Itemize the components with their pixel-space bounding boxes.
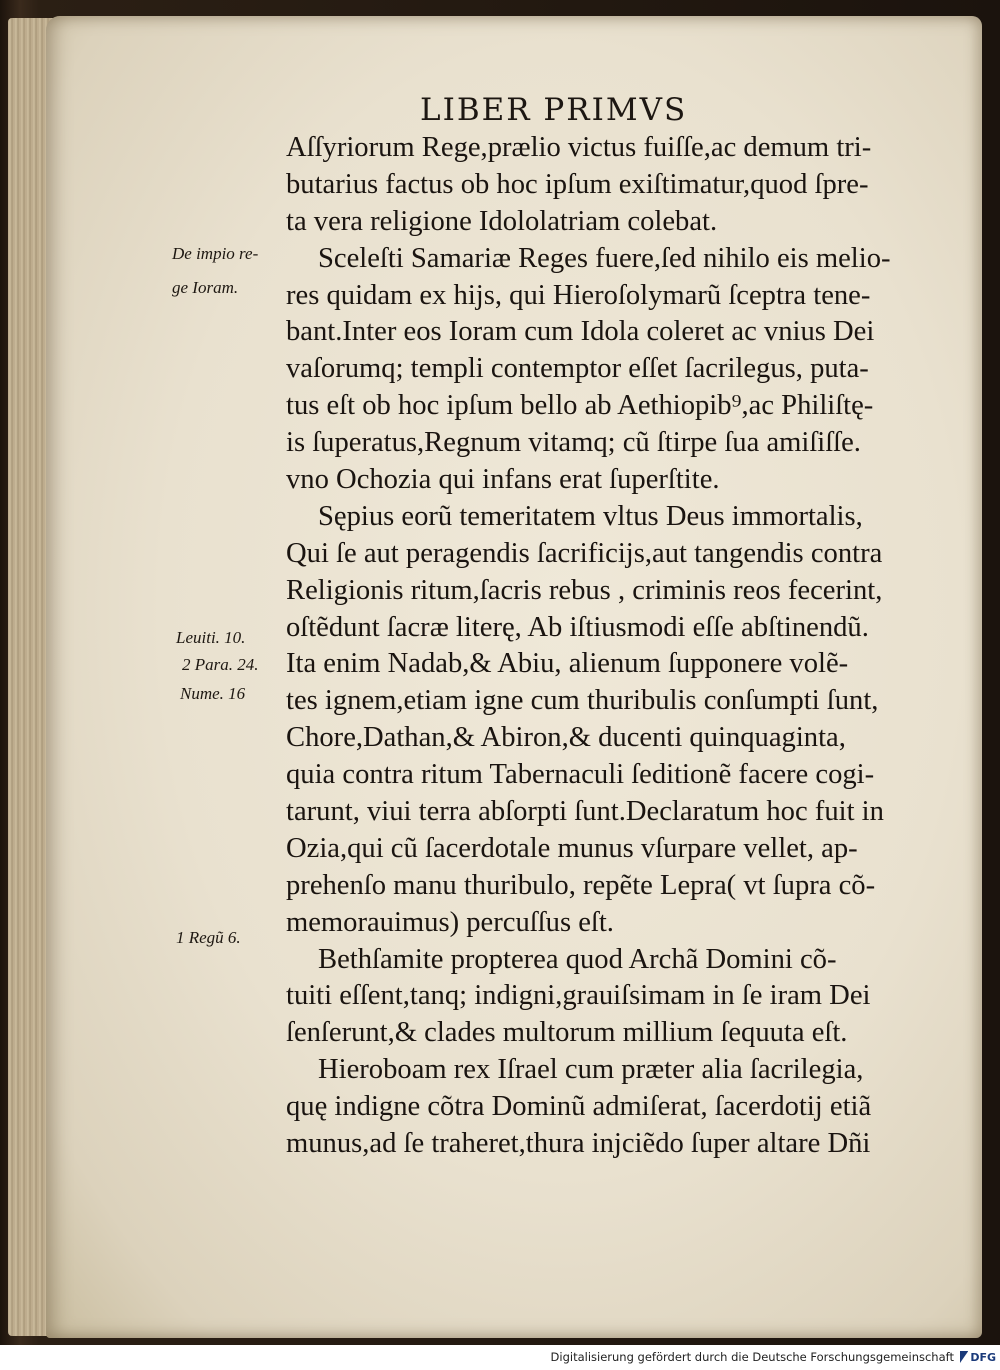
text-line: Hieroboam rex Iſrael cum præter alia ſacrilegia,: [318, 1054, 864, 1086]
text-line: Sceleſti Samariæ Reges fuere,ſed nihilo eis melio-: [318, 242, 891, 274]
text-line: tarunt, viui terra abſorpti ſunt.Declaratum hoc fuit in: [286, 796, 884, 828]
text-line: Bethſamite propterea quod Archã Domini cõ-: [318, 943, 837, 975]
text-line: quia contra ritum Tabernaculi ſeditionẽ facere cogi-: [286, 759, 875, 791]
text-line: Sępius eorũ temeritatem vltus Deus immortalis,: [318, 500, 863, 532]
text-line: Aſſyriorum Rege,prælio victus fuiſſe,ac demum tri-: [286, 132, 872, 163]
dfg-logo: [960, 1348, 996, 1366]
footer-credit: Digitalisierung gefördert durch die Deutsche Forschungsgemeinschaft: [550, 1350, 954, 1364]
text-line: Chore,Dathan,& Abiron,& ducenti quinquaginta,: [286, 722, 846, 754]
text-line: oſtẽdunt ſacræ literę, Ab iſtiusmodi eſſe abſtinendũ.: [286, 611, 869, 643]
margin-note: Leuiti. 10.: [176, 628, 246, 647]
text-line: prehenſo manu thuribulo, repẽte Lepra( vt ſupra cõ-: [286, 869, 876, 901]
text-line: tus eſt ob hoc ipſum bello ab Aethiopib⁹,ac Philiſtę-: [286, 390, 874, 422]
dfg-mark-icon: [960, 1351, 968, 1363]
dfg-logo-text: DFG: [970, 1350, 996, 1364]
margin-note: 2 Para. 24.: [182, 655, 259, 674]
margin-note: ge Ioram.: [172, 278, 239, 297]
margin-note: De impio re-: [172, 244, 259, 263]
text-line: Religionis ritum,ſacris rebus , criminis reos fecerint,: [286, 574, 883, 606]
text-line: Qui ſe aut peragendis ſacrificijs,aut tangendis contra: [286, 537, 883, 569]
text-line: vaſorumq; templi contemptor eſſet ſacrilegus, puta-: [286, 353, 869, 385]
text-line: tuiti eſſent,tanq; indigni,grauiſsimam in ſe iram Dei: [286, 980, 871, 1012]
text-line: is ſuperatus,Regnum vitamq; cũ ſtirpe ſua amiſiſſe.: [286, 427, 861, 459]
text-line: munus,ad ſe traheret,thura injciẽdo ſuper altare Dñi: [286, 1128, 871, 1160]
main-text-block: [286, 130, 926, 1163]
text-line: memorauimus) percuſſus eſt.: [286, 906, 614, 938]
margin-note: 1 Regũ 6.: [176, 928, 241, 947]
text-line: Ita enim Nadab,& Abiu, alienum ſupponere volẽ-: [286, 648, 849, 680]
text-line: bant.Inter eos Ioram cum Idola coleret ac vnius Dei: [286, 316, 875, 348]
running-head: LIBER PRIMVS: [420, 92, 688, 128]
footer-bar: [0, 1345, 1000, 1370]
text-line: vno Ochozia qui infans erat ſuperſtite.: [286, 464, 720, 496]
text-line: res quidam ex hijs, qui Hieroſolymarũ ſceptra tene-: [286, 279, 871, 311]
text-line: ta vera religione Idololatriam colebat.: [286, 205, 718, 237]
text-line: butarius factus ob hoc ipſum exiſtimatur,quod ſpre-: [286, 168, 869, 200]
text-line: Ozia,qui cũ ſacerdotale munus vſurpare vellet, ap-: [286, 832, 858, 864]
text-line: ſenſerunt,& clades multorum millium ſequuta eſt.: [286, 1017, 848, 1049]
text-line: tes ignem,etiam igne cum thuribulis conſumpti ſunt,: [286, 685, 879, 717]
text-line: quę indigne cõtra Dominũ admiſerat, ſacerdotij etiã: [286, 1091, 872, 1123]
margin-note: Nume. 16: [180, 684, 246, 703]
